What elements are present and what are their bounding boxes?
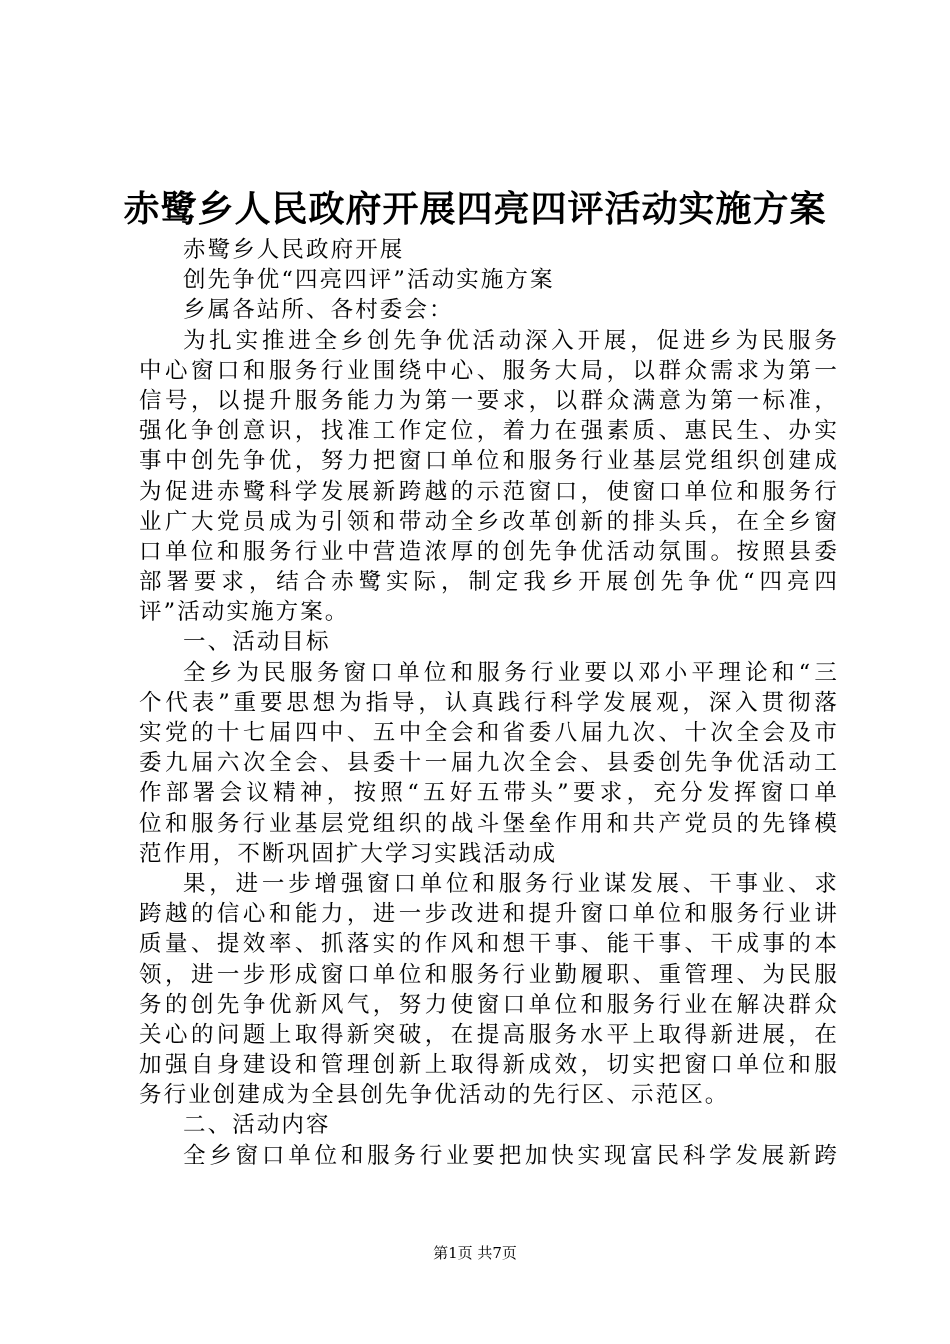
- text-line: 作部署会议精神，按照“五好五带头”要求，充分发挥窗口单: [139, 780, 839, 807]
- text-line: 关心的问题上取得新突破，在提高服务水平上取得新进展，在: [139, 1021, 839, 1048]
- text-line: 领，进一步形成窗口单位和服务行业勤履职、重管理、为民服: [139, 961, 839, 988]
- text-line: 实党的十七届四中、五中全会和省委八届九次、十次全会及市: [139, 720, 839, 746]
- text-line: 务的创先争优新风气，努力使窗口单位和服务行业在解决群众: [139, 991, 839, 1018]
- text-line: 委九届六次全会、县委十一届九次全会、县委创先争优活动工: [139, 750, 839, 777]
- text-line: 赤鹭乡人民政府开展: [183, 237, 405, 263]
- text-line: 部署要求，结合赤鹭实际，制定我乡开展创先争优“四亮四: [139, 569, 839, 596]
- text-line: 范作用，不断巩固扩大学习实践活动成: [139, 840, 558, 867]
- text-line: 质量、提效率、抓落实的作风和想干事、能干事、干成事的本: [139, 931, 839, 958]
- text-line: 跨越的信心和能力，进一步改进和提升窗口单位和服务行业讲: [139, 901, 839, 928]
- text-line: 位和服务行业基层党组织的战斗堡垒作用和共产党员的先锋模: [139, 810, 839, 837]
- text-line: 中心窗口和服务行业围绕中心、服务大局，以群众需求为第一: [139, 357, 839, 384]
- text-line: 加强自身建设和管理创新上取得新成效，切实把窗口单位和服: [139, 1052, 839, 1079]
- text-line: 业广大党员成为引领和带动全乡改革创新的排头兵，在全乡窗: [139, 508, 839, 535]
- text-line: 务行业创建成为全县创先争优活动的先行区、示范区。: [139, 1082, 730, 1109]
- text-line: 口单位和服务行业中营造浓厚的创先争优活动氛围。按照县委: [139, 538, 839, 565]
- text-line: 二、活动内容: [183, 1112, 331, 1139]
- document-title: 赤鹭乡人民政府开展四亮四评活动实施方案: [123, 188, 827, 230]
- page-footer: 第1页 共7页: [433, 1244, 517, 1262]
- document-body: [139, 235, 839, 1171]
- text-line: 个代表”重要思想为指导，认真践行科学发展观，深入贯彻落: [139, 689, 839, 716]
- text-line: 为扎实推进全乡创先争优活动深入开展，促进乡为民服务: [183, 327, 839, 354]
- text-line: 为促进赤鹭科学发展新跨越的示范窗口，使窗口单位和服务行: [139, 478, 839, 505]
- text-line: 创先争优“四亮四评”活动实施方案: [183, 267, 555, 294]
- text-line: 强化争创意识，找准工作定位，着力在强素质、惠民生、办实: [139, 418, 839, 445]
- text-line: 全乡为民服务窗口单位和服务行业要以邓小平理论和“三: [183, 659, 839, 686]
- text-line: 评”活动实施方案。: [139, 599, 350, 626]
- text-line: 乡属各站所、各村委会：: [183, 297, 454, 324]
- text-line: 信号，以提升服务能力为第一要求，以群众满意为第一标准，: [139, 387, 839, 414]
- text-line: 一、活动目标: [183, 629, 331, 656]
- text-line: 果，进一步增强窗口单位和服务行业谋发展、干事业、求: [183, 870, 839, 897]
- text-line: 事中创先争优，努力把窗口单位和服务行业基层党组织创建成: [139, 448, 839, 475]
- text-line: 全乡窗口单位和服务行业要把加快实现富民科学发展新跨: [183, 1142, 839, 1169]
